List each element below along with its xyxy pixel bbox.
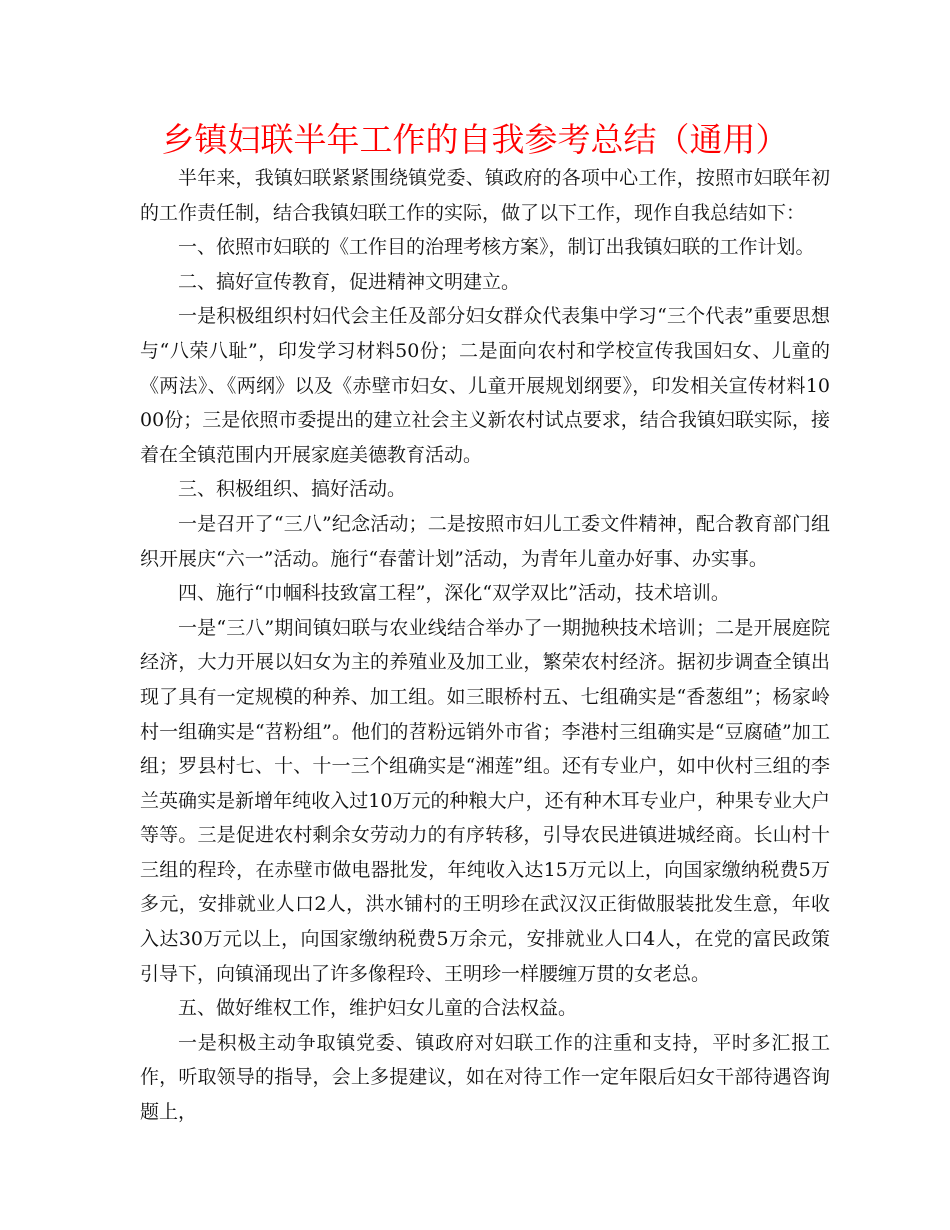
- paragraph-section-3-body: 一是召开了“三八”纪念活动；二是按照市妇儿工委文件精神，配合教育部门组织开展庆“六一”活动。施行“春蕾计划”活动，为青年儿童办好事、办实事。: [140, 512, 830, 570]
- paragraph-section-4-body: 一是“三八”期间镇妇联与农业线结合举办了一期抛秧技术培训；二是开展庭院经济，大力开展以妇女为主的养殖业及加工业，繁荣农村经济。据初步调查全镇出现了具有一定规模的种养、加工组。如三眼桥村五、七组确实是“香葱组”；杨家岭村一组确实是“苕粉组”。他们的苕粉远销外市省；李港村三组确实是“豆腐碴”加工组；罗县村七、十、十一三个组确实是“湘莲”组。还有专业户，如中伙村三组的李兰英确实是新增年纯收入过10万元的种粮大户，还有种木耳专业户，种果专业大户等等。三是促进农村剩余女劳动力的有序转移，引导农民进镇进城经商。长山村十三组的程玲，在赤壁市做电器批发，年纯收入达15万元以上，向国家缴纳税费5万多元，安排就业人口2人，洪水铺村的王明珍在武汉汉正街做服装批发生意，年收入达30万元以上，向国家缴纳税费5万余元，安排就业人口4人，在党的富民政策引导下，向镇涌现出了许多像程玲、王明珍一样腰缠万贯的女老总。: [140, 616, 830, 985]
- paragraph-section-5-body: 一是积极主动争取镇党委、镇政府对妇联工作的注重和支持，平时多汇报工作，听取领导的指导，会上多提建议，如在对待工作一定年限后妇女干部待遇咨询题上，: [140, 1031, 830, 1124]
- document-title: 乡镇妇联半年工作的自我参考总结（通用）: [161, 120, 789, 159]
- paragraph-intro: 半年来，我镇妇联紧紧围绕镇党委、镇政府的各项中心工作，按照市妇联年初的工作责任制，结合我镇妇联工作的实际，做了以下工作，现作自我总结如下：: [140, 167, 830, 224]
- paragraph-section-5-heading: 五、做好维权工作，维护妇女儿童的合法权益。: [178, 997, 578, 1020]
- document-body: [140, 161, 830, 1130]
- paragraph-section-3-heading: 三、积极组织、搞好活动。: [178, 478, 407, 501]
- paragraph-section-2-heading: 二、搞好宣传教育，促进精神文明建立。: [178, 270, 521, 293]
- paragraph-section-2-body: 一是积极组织村妇代会主任及部分妇女群众代表集中学习“三个代表”重要思想与“八荣八耻”，印发学习材料50份；二是面向农村和学校宣传我国妇女、儿童的《两法》、《两纲》以及《赤壁市妇女、儿童开展规划纲要》，印发相关宣传材料1000份；三是依照市委提出的建立社会主义新农村试点要求，结合我镇妇联实际，接着在全镇范围内开展家庭美德教育活动。: [140, 305, 830, 466]
- paragraph-section-4-heading: 四、施行“巾帼科技致富工程”，深化“双学双比”活动，技术培训。: [178, 582, 730, 605]
- paragraph-section-1: 一、依照市妇联的《工作目的治理考核方案》，制订出我镇妇联的工作计划。: [178, 236, 815, 259]
